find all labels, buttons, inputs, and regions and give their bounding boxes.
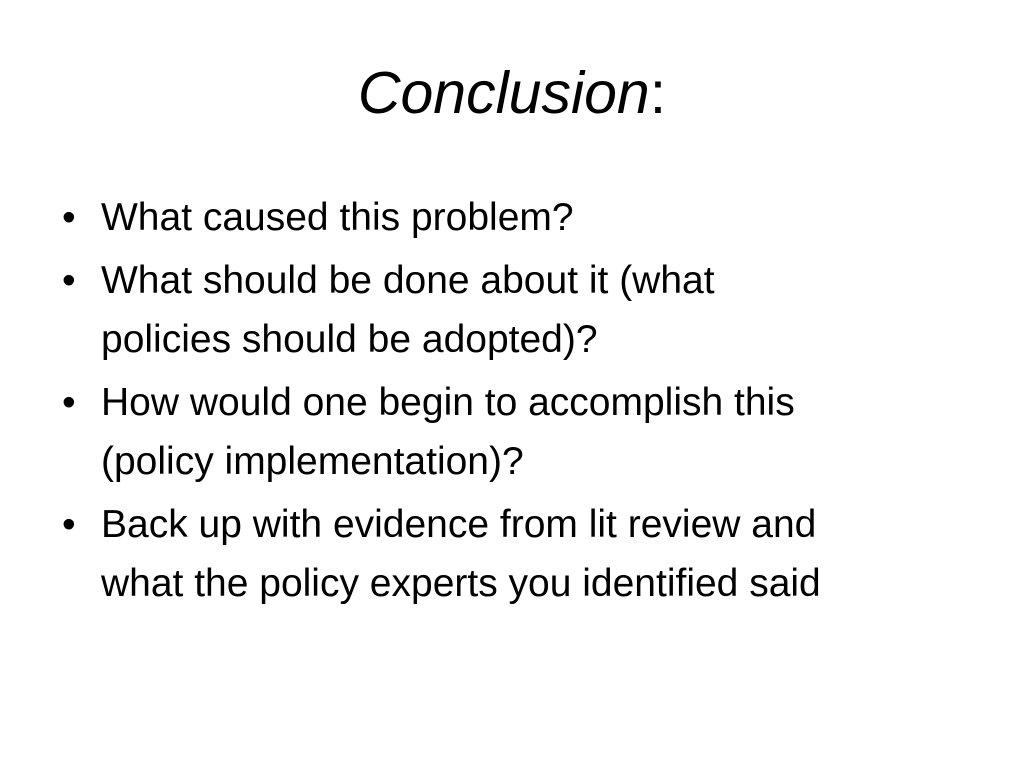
bullet-list [62,188,962,617]
bullet-item [62,495,962,613]
bullet-item [62,251,962,369]
bullet-item [62,373,962,491]
slide-title [0,58,1024,129]
bullet-text-line: What caused this problem? [101,196,574,239]
bullet-text-line: (policy implementation)? [101,440,524,483]
bullet-text-line: What should be done about it (what [101,259,715,302]
bullet-text-line: Back up with evidence from lit review and [101,503,817,546]
bullet-item [62,188,962,247]
bullet-dot-icon: • [62,196,76,239]
bullet-text-line: How would one begin to accomplish this [101,381,795,424]
bullet-dot-icon: • [62,381,76,424]
bullet-dot-icon: • [62,259,76,302]
slide-title-text: Conclusion [357,60,650,126]
bullet-text-line: policies should be adopted)? [101,318,598,361]
bullet-text-line: what the policy experts you identified said [101,562,821,605]
bullet-dot-icon: • [62,503,76,546]
slide-title-colon: : [649,60,667,126]
